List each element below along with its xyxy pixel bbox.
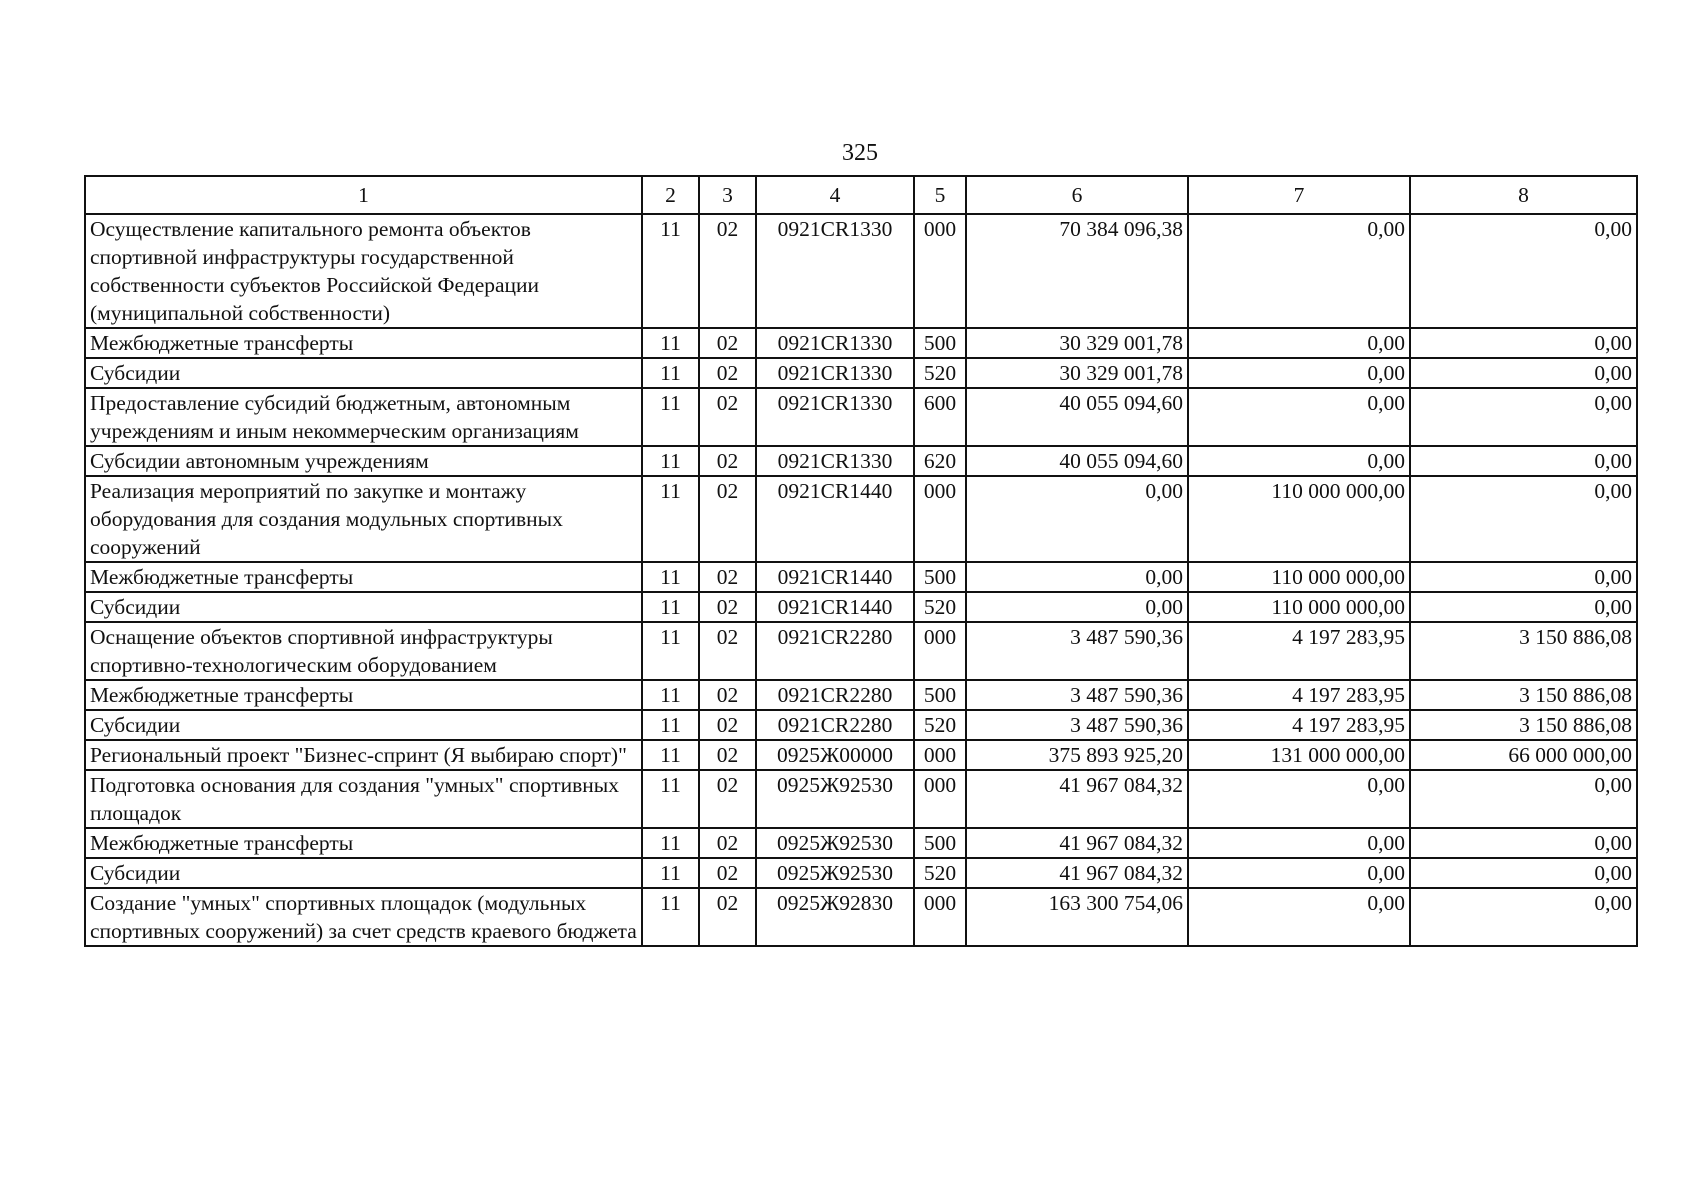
table-row — [85, 680, 1637, 710]
subsection-code: 02 — [699, 710, 756, 740]
amount-col-7: 4 197 283,95 — [1188, 680, 1410, 710]
subsection-code: 02 — [699, 770, 756, 828]
expense-type-code: 500 — [914, 680, 966, 710]
table-row — [85, 592, 1637, 622]
table-row — [85, 828, 1637, 858]
amount-col-8: 0,00 — [1410, 388, 1637, 446]
table-row — [85, 858, 1637, 888]
amount-col-6: 70 384 096,38 — [966, 214, 1188, 328]
expense-type-code: 620 — [914, 446, 966, 476]
expense-type-code: 000 — [914, 888, 966, 946]
target-article-code: 0921CR2280 — [756, 710, 914, 740]
section-code: 11 — [642, 214, 699, 328]
expense-type-code: 500 — [914, 328, 966, 358]
amount-col-7: 0,00 — [1188, 888, 1410, 946]
target-article-code: 0921CR2280 — [756, 680, 914, 710]
item-name: Создание "умных" спортивных площадок (модульных спортивных сооружений) за счет средств краевого бюджета — [85, 888, 642, 946]
table-row — [85, 622, 1637, 680]
amount-col-8: 0,00 — [1410, 476, 1637, 562]
item-name: Оснащение объектов спортивной инфраструктуры спортивно-технологическим оборудованием — [85, 622, 642, 680]
target-article-code: 0925Ж92530 — [756, 858, 914, 888]
item-name: Осуществление капитального ремонта объектов спортивной инфраструктуры государственной собственности субъектов Российской Федерации (муниципальной собственности) — [85, 214, 642, 328]
table-row — [85, 358, 1637, 388]
table-body — [85, 214, 1637, 946]
amount-col-6: 163 300 754,06 — [966, 888, 1188, 946]
target-article-code: 0921CR1330 — [756, 214, 914, 328]
target-article-code: 0925Ж92530 — [756, 770, 914, 828]
column-header: 5 — [914, 176, 966, 214]
amount-col-8: 0,00 — [1410, 446, 1637, 476]
table-row — [85, 214, 1637, 328]
amount-col-8: 3 150 886,08 — [1410, 680, 1637, 710]
target-article-code: 0921CR1330 — [756, 388, 914, 446]
amount-col-6: 3 487 590,36 — [966, 622, 1188, 680]
column-header: 8 — [1410, 176, 1637, 214]
amount-col-7: 0,00 — [1188, 828, 1410, 858]
amount-col-7: 0,00 — [1188, 328, 1410, 358]
amount-col-8: 66 000 000,00 — [1410, 740, 1637, 770]
column-header: 3 — [699, 176, 756, 214]
expense-type-code: 500 — [914, 562, 966, 592]
amount-col-7: 0,00 — [1188, 446, 1410, 476]
amount-col-7: 4 197 283,95 — [1188, 622, 1410, 680]
item-name: Межбюджетные трансферты — [85, 562, 642, 592]
section-code: 11 — [642, 592, 699, 622]
expense-type-code: 520 — [914, 358, 966, 388]
amount-col-8: 0,00 — [1410, 828, 1637, 858]
amount-col-7: 0,00 — [1188, 858, 1410, 888]
target-article-code: 0925Ж00000 — [756, 740, 914, 770]
expense-type-code: 000 — [914, 740, 966, 770]
section-code: 11 — [642, 828, 699, 858]
amount-col-7: 4 197 283,95 — [1188, 710, 1410, 740]
amount-col-6: 30 329 001,78 — [966, 328, 1188, 358]
amount-col-8: 0,00 — [1410, 770, 1637, 828]
amount-col-7: 131 000 000,00 — [1188, 740, 1410, 770]
target-article-code: 0921CR2280 — [756, 622, 914, 680]
amount-col-8: 0,00 — [1410, 214, 1637, 328]
item-name: Региональный проект "Бизнес-спринт (Я выбираю спорт)" — [85, 740, 642, 770]
amount-col-7: 110 000 000,00 — [1188, 562, 1410, 592]
section-code: 11 — [642, 622, 699, 680]
expense-type-code: 520 — [914, 858, 966, 888]
subsection-code: 02 — [699, 328, 756, 358]
item-name: Субсидии — [85, 858, 642, 888]
amount-col-6: 3 487 590,36 — [966, 710, 1188, 740]
amount-col-6: 40 055 094,60 — [966, 446, 1188, 476]
expense-type-code: 000 — [914, 214, 966, 328]
table-row — [85, 888, 1637, 946]
amount-col-7: 0,00 — [1188, 358, 1410, 388]
section-code: 11 — [642, 388, 699, 446]
column-header: 1 — [85, 176, 642, 214]
subsection-code: 02 — [699, 680, 756, 710]
amount-col-8: 0,00 — [1410, 592, 1637, 622]
amount-col-6: 30 329 001,78 — [966, 358, 1188, 388]
section-code: 11 — [642, 888, 699, 946]
target-article-code: 0921CR1440 — [756, 562, 914, 592]
amount-col-6: 3 487 590,36 — [966, 680, 1188, 710]
item-name: Межбюджетные трансферты — [85, 828, 642, 858]
item-name: Субсидии — [85, 710, 642, 740]
item-name: Межбюджетные трансферты — [85, 328, 642, 358]
target-article-code: 0921CR1440 — [756, 476, 914, 562]
subsection-code: 02 — [699, 446, 756, 476]
amount-col-7: 110 000 000,00 — [1188, 592, 1410, 622]
table-row — [85, 562, 1637, 592]
amount-col-6: 0,00 — [966, 476, 1188, 562]
section-code: 11 — [642, 446, 699, 476]
amount-col-8: 0,00 — [1410, 858, 1637, 888]
section-code: 11 — [642, 740, 699, 770]
subsection-code: 02 — [699, 828, 756, 858]
table-row — [85, 770, 1637, 828]
section-code: 11 — [642, 358, 699, 388]
amount-col-8: 3 150 886,08 — [1410, 622, 1637, 680]
section-code: 11 — [642, 680, 699, 710]
table-row — [85, 328, 1637, 358]
subsection-code: 02 — [699, 214, 756, 328]
amount-col-8: 0,00 — [1410, 358, 1637, 388]
subsection-code: 02 — [699, 740, 756, 770]
subsection-code: 02 — [699, 592, 756, 622]
table-row — [85, 710, 1637, 740]
section-code: 11 — [642, 562, 699, 592]
amount-col-8: 0,00 — [1410, 888, 1637, 946]
amount-col-7: 0,00 — [1188, 388, 1410, 446]
table-row — [85, 476, 1637, 562]
amount-col-7: 110 000 000,00 — [1188, 476, 1410, 562]
item-name: Межбюджетные трансферты — [85, 680, 642, 710]
item-name: Субсидии — [85, 358, 642, 388]
table-row — [85, 740, 1637, 770]
expense-type-code: 000 — [914, 770, 966, 828]
target-article-code: 0925Ж92530 — [756, 828, 914, 858]
subsection-code: 02 — [699, 358, 756, 388]
section-code: 11 — [642, 710, 699, 740]
subsection-code: 02 — [699, 476, 756, 562]
section-code: 11 — [642, 476, 699, 562]
amount-col-6: 40 055 094,60 — [966, 388, 1188, 446]
target-article-code: 0925Ж92830 — [756, 888, 914, 946]
subsection-code: 02 — [699, 858, 756, 888]
expense-type-code: 500 — [914, 828, 966, 858]
budget-table — [84, 175, 1638, 947]
amount-col-6: 0,00 — [966, 562, 1188, 592]
subsection-code: 02 — [699, 388, 756, 446]
amount-col-7: 0,00 — [1188, 770, 1410, 828]
amount-col-8: 0,00 — [1410, 328, 1637, 358]
page-number: 325 — [842, 140, 878, 166]
column-header: 4 — [756, 176, 914, 214]
target-article-code: 0921CR1330 — [756, 446, 914, 476]
subsection-code: 02 — [699, 622, 756, 680]
expense-type-code: 520 — [914, 592, 966, 622]
table-row — [85, 446, 1637, 476]
amount-col-6: 41 967 084,32 — [966, 828, 1188, 858]
table-header-row — [85, 176, 1637, 214]
item-name: Субсидии автономным учреждениям — [85, 446, 642, 476]
section-code: 11 — [642, 328, 699, 358]
amount-col-8: 0,00 — [1410, 562, 1637, 592]
subsection-code: 02 — [699, 888, 756, 946]
target-article-code: 0921CR1330 — [756, 358, 914, 388]
item-name: Субсидии — [85, 592, 642, 622]
item-name: Предоставление субсидий бюджетным, автономным учреждениям и иным некоммерческим организациям — [85, 388, 642, 446]
expense-type-code: 000 — [914, 476, 966, 562]
section-code: 11 — [642, 858, 699, 888]
column-header: 2 — [642, 176, 699, 214]
expense-type-code: 000 — [914, 622, 966, 680]
section-code: 11 — [642, 770, 699, 828]
target-article-code: 0921CR1330 — [756, 328, 914, 358]
column-header: 6 — [966, 176, 1188, 214]
expense-type-code: 520 — [914, 710, 966, 740]
target-article-code: 0921CR1440 — [756, 592, 914, 622]
table-row — [85, 388, 1637, 446]
amount-col-6: 41 967 084,32 — [966, 770, 1188, 828]
item-name: Реализация мероприятий по закупке и монтажу оборудования для создания модульных спортивных сооружений — [85, 476, 642, 562]
column-header: 7 — [1188, 176, 1410, 214]
amount-col-8: 3 150 886,08 — [1410, 710, 1637, 740]
amount-col-6: 0,00 — [966, 592, 1188, 622]
amount-col-7: 0,00 — [1188, 214, 1410, 328]
item-name: Подготовка основания для создания "умных" спортивных площадок — [85, 770, 642, 828]
amount-col-6: 375 893 925,20 — [966, 740, 1188, 770]
expense-type-code: 600 — [914, 388, 966, 446]
subsection-code: 02 — [699, 562, 756, 592]
amount-col-6: 41 967 084,32 — [966, 858, 1188, 888]
